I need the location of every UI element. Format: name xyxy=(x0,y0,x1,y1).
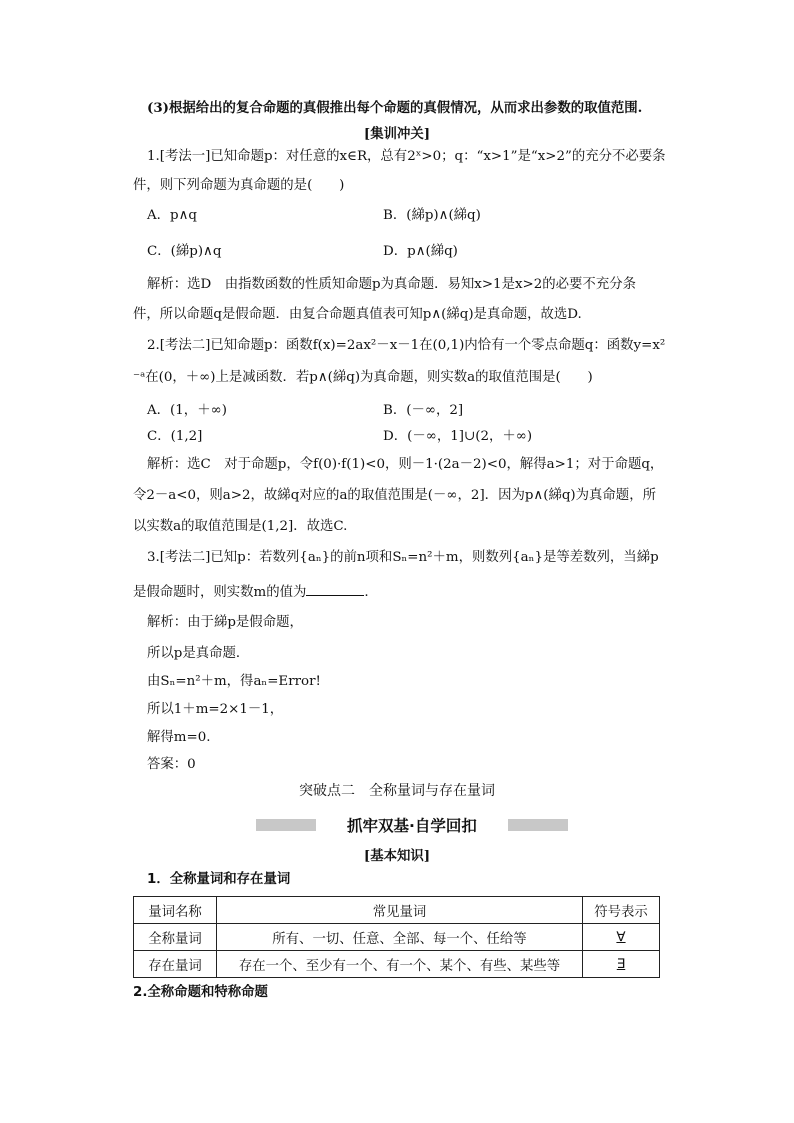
table-cell: 存在量词 xyxy=(134,951,217,978)
question-3-stem-text: 是假命题时，则实数m的值为 xyxy=(133,585,307,600)
question-2-option-a: A．(1，＋∞) xyxy=(147,403,227,418)
question-3-solution-4: 所以1＋m=2×1－1， xyxy=(147,702,284,717)
subsection-heading-2: 2.全称命题和特称命题 xyxy=(133,985,268,1000)
existential-quantifier-symbol: ∃ xyxy=(616,956,626,972)
question-3-solution-2: 所以p是真命题． xyxy=(147,646,250,661)
question-2-stem: 2.[考法二]已知命题p：函数f(x)=2ax²－x－1在(0,1)内恰有一个零点命题q：函数y=x² xyxy=(147,338,666,353)
question-3-answer: 答案：0 xyxy=(147,757,196,772)
question-1-solution-cont: 件，所以命题q是假命题．由复合命题真值表可知p∧(綈q)是真命题，故选D. xyxy=(133,307,582,322)
question-1-option-a: A．p∧q xyxy=(147,208,198,223)
question-3-solution-5: 解得m=0. xyxy=(147,730,211,745)
question-2-option-b: B．(－∞，2] xyxy=(383,403,464,418)
question-3-solution-3: 由Sₙ=n²＋m，得aₙ=Error! xyxy=(147,674,321,689)
question-2-stem-cont: ⁻ᵃ在(0，＋∞)上是减函数．若p∧(綈q)为真命题，则实数a的取值范围是( ) xyxy=(133,370,593,385)
subsection-heading-1: 1．全称量词和存在量词 xyxy=(147,872,291,887)
universal-quantifier-symbol: ∀ xyxy=(616,929,626,945)
section-banner xyxy=(256,815,568,837)
question-1-stem-cont: 件，则下列命题为真命题的是( ) xyxy=(133,178,345,193)
question-3-solution-1: 解析：由于綈p是假命题， xyxy=(147,615,303,630)
section-label-basic-knowledge: [基本知识] xyxy=(363,848,431,864)
question-1-solution: 解析：选D 由指数函数的性质知命题p为真命题．易知x>1是x>2的必要不充分条 xyxy=(147,277,636,292)
table-header-cell: 符号表示 xyxy=(583,897,660,924)
question-3-stem: 3.[考法二]已知p：若数列{aₙ}的前n项和Sₙ=n²＋m，则数列{aₙ}是等差数列，当綈p xyxy=(147,550,659,565)
table-header-row xyxy=(134,897,660,924)
question-1-option-b: B．(綈p)∧(綈q) xyxy=(383,208,481,223)
quantifier-table xyxy=(133,896,660,978)
table-header-cell: 量词名称 xyxy=(134,897,217,924)
banner-title: 抓牢双基·自学回扣 xyxy=(347,817,477,835)
section-heading-breakthrough-2: 突破点二 全称量词与存在量词 xyxy=(299,783,495,799)
question-2-solution: 解析：选C 对于命题p，令f(0)·f(1)<0，则－1·(2a－2)<0，解得a>1；对于命题q， xyxy=(147,457,664,472)
table-row xyxy=(134,924,660,951)
question-3-stem-cont xyxy=(133,582,369,602)
question-2-option-c: C．(1,2] xyxy=(147,429,203,444)
question-2-solution-cont: 令2－a<0，则a>2，故綈q对应的a的取值范围是(－∞，2]．因为p∧(綈q)为真命题，所 xyxy=(133,488,656,503)
table-cell: 存在一个、至少有一个、有一个、某个、有些、某些等 xyxy=(217,951,583,978)
question-3-period: . xyxy=(364,585,369,600)
paragraph-method-3: (3)根据给出的复合命题的真假推出每个命题的真假情况，从而求出参数的取值范围. xyxy=(147,100,643,116)
banner-bar-right xyxy=(508,819,568,831)
table-cell: 所有、一切、任意、全部、每一个、任给等 xyxy=(217,924,583,951)
answer-blank xyxy=(306,582,364,596)
table-cell: 全称量词 xyxy=(134,924,217,951)
question-1-stem: 1.[考法一]已知命题p：对任意的x∈R，总有2ˣ>0；q：“x>1”是“x>2”的充分不必要条 xyxy=(147,149,666,164)
table-cell xyxy=(583,951,660,978)
question-1-option-d: D．p∧(綈q) xyxy=(383,244,458,259)
question-1-option-c: C．(綈p)∧q xyxy=(147,244,222,259)
table-header-cell: 常见量词 xyxy=(217,897,583,924)
section-label-practice: [集训冲关] xyxy=(363,126,431,142)
table-cell xyxy=(583,924,660,951)
table-row xyxy=(134,951,660,978)
question-2-option-d: D．(－∞，1]∪(2，＋∞) xyxy=(383,429,533,444)
question-2-solution-end: 以实数a的取值范围是(1,2]．故选C. xyxy=(133,519,348,534)
banner-bar-left xyxy=(256,819,316,831)
